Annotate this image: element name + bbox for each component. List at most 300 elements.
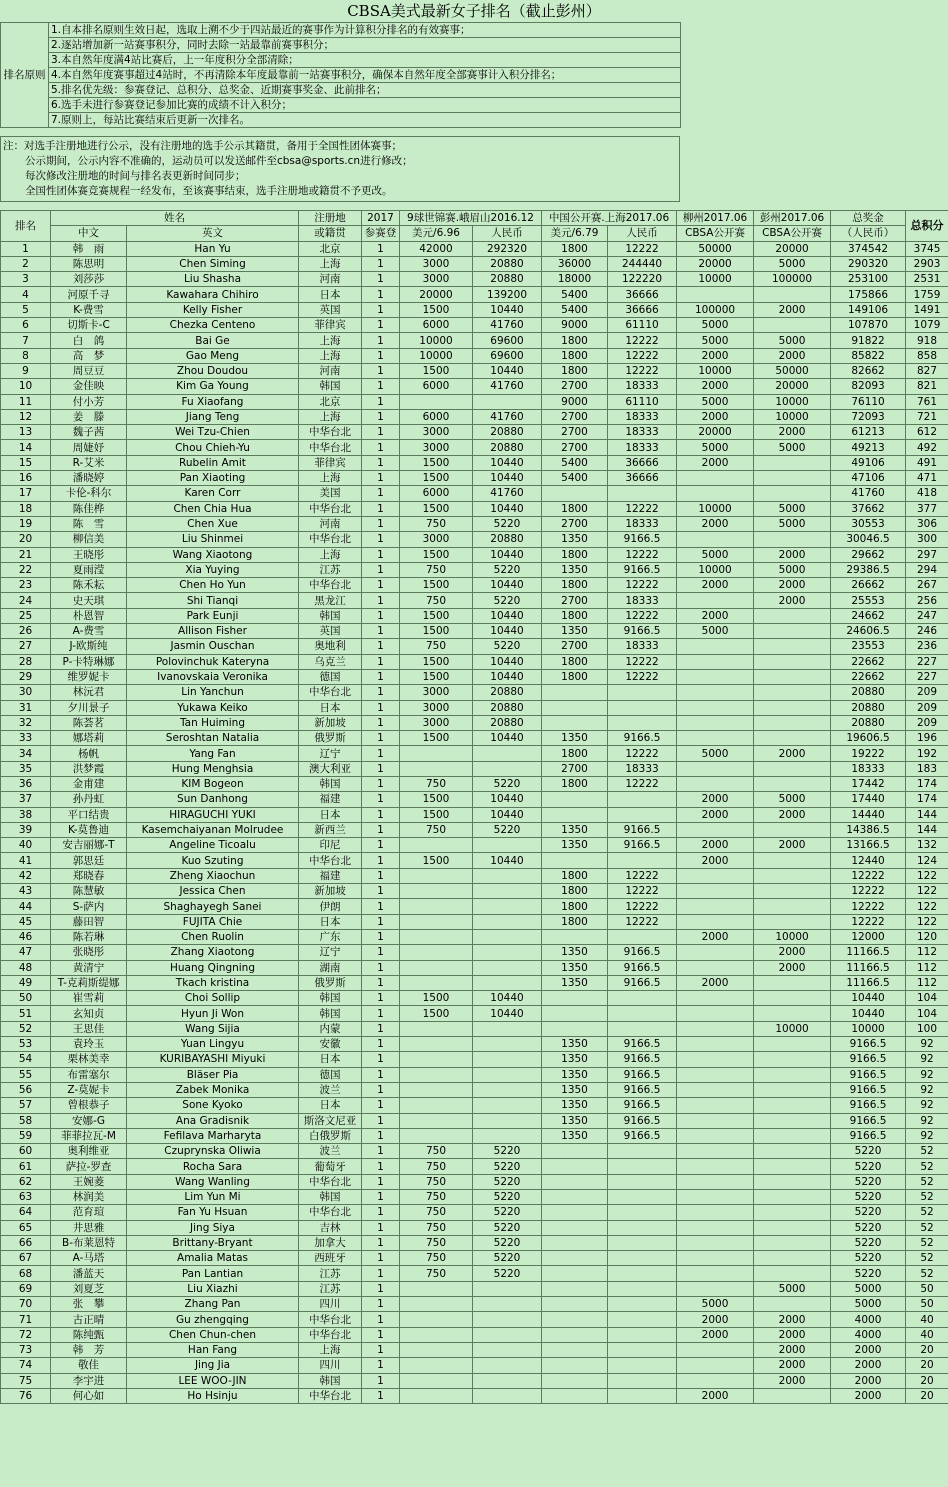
cell-registration: 上海: [299, 1342, 362, 1357]
cell-name-cn: 井思雅: [51, 1220, 127, 1235]
cell-name-cn: 陈禾耘: [51, 578, 127, 593]
cell-total-points: 52: [906, 1190, 948, 1205]
cell-rank: 24: [1, 593, 51, 608]
cell-usd-shanghai: [542, 1190, 608, 1205]
cell-rank: 33: [1, 731, 51, 746]
cell-name-en: Sun Danhong: [127, 792, 299, 807]
cell-name-cn: 陈纯甄: [51, 1327, 127, 1342]
cell-rmb-emeishan: [473, 1021, 542, 1036]
table-row: [1, 624, 948, 639]
cell-rmb-emeishan: [473, 1067, 542, 1082]
note-line: 注：对选手注册地进行公示，没有注册地的选手公示其籍贯，备用于全国性团体赛事；: [3, 140, 402, 152]
cell-usd-emeishan: 750: [400, 516, 473, 531]
cell-usd-shanghai: 1800: [542, 363, 608, 378]
cell-cbsa-liuzhou: [677, 1098, 754, 1113]
cell-name-cn: 夏雨滢: [51, 562, 127, 577]
cell-rmb-emeishan: 10440: [473, 578, 542, 593]
cell-registration: 乌克兰: [299, 654, 362, 669]
cell-cbsa-liuzhou: 20000: [677, 425, 754, 440]
cell-name-en: Wei Tzu-Chien: [127, 425, 299, 440]
cell-cbsa-liuzhou: 2000: [677, 1388, 754, 1403]
cell-rmb-emeishan: 5220: [473, 639, 542, 654]
cell-rmb-emeishan: 10440: [473, 363, 542, 378]
cell-rank: 46: [1, 929, 51, 944]
header-name-cn: 中文: [51, 226, 127, 241]
cell-usd-emeishan: [400, 1113, 473, 1128]
cell-cbsa-pengzhou: [754, 654, 831, 669]
cell-name-cn: 李宇进: [51, 1373, 127, 1388]
cell-name-en: Jing Jia: [127, 1358, 299, 1373]
cell-cbsa-pengzhou: 10000: [754, 929, 831, 944]
cell-rmb-emeishan: 5220: [473, 1144, 542, 1159]
cell-usd-emeishan: [400, 1098, 473, 1113]
cell-registration: 中华台北: [299, 1388, 362, 1403]
cell-name-en: Yang Fan: [127, 746, 299, 761]
cell-registration: 中华台北: [299, 425, 362, 440]
cell-rank: 10: [1, 379, 51, 394]
cell-registration: 辽宁: [299, 945, 362, 960]
cell-cbsa-pengzhou: [754, 669, 831, 684]
cell-entry: 1: [362, 1251, 400, 1266]
cell-registration: 白俄罗斯: [299, 1128, 362, 1143]
cell-name-cn: 金甫建: [51, 776, 127, 791]
cell-registration: 日本: [299, 700, 362, 715]
cell-rmb-emeishan: 20880: [473, 532, 542, 547]
cell-cbsa-pengzhou: 2000: [754, 547, 831, 562]
cell-rank: 62: [1, 1174, 51, 1189]
cell-name-en: Chen Chun-chen: [127, 1327, 299, 1342]
cell-registration: 新加坡: [299, 715, 362, 730]
rule-row: [1, 83, 681, 98]
cell-registration: 英国: [299, 302, 362, 317]
cell-name-en: HIRAGUCHI YUKI: [127, 807, 299, 822]
cell-rmb-emeishan: [473, 1342, 542, 1357]
cell-registration: 四川: [299, 1297, 362, 1312]
cell-usd-shanghai: 5400: [542, 471, 608, 486]
cell-cbsa-pengzhou: [754, 1144, 831, 1159]
cell-total-prize: 14440: [831, 807, 906, 822]
cell-usd-emeishan: [400, 1067, 473, 1082]
cell-cbsa-liuzhou: [677, 1082, 754, 1097]
cell-rank: 21: [1, 547, 51, 562]
cell-name-cn: 何心如: [51, 1388, 127, 1403]
cell-name-cn: 陈荟茗: [51, 715, 127, 730]
cell-usd-shanghai: 1800: [542, 241, 608, 256]
cell-rmb-shanghai: [608, 1327, 677, 1342]
cell-rank: 67: [1, 1251, 51, 1266]
cell-rmb-shanghai: 9166.5: [608, 822, 677, 837]
cell-name-en: Gao Meng: [127, 348, 299, 363]
cell-rmb-emeishan: 5220: [473, 1205, 542, 1220]
cell-entry: 1: [362, 394, 400, 409]
cell-name-en: Karen Corr: [127, 486, 299, 501]
cell-rmb-shanghai: [608, 1174, 677, 1189]
cell-rmb-shanghai: 18333: [608, 639, 677, 654]
cell-total-points: 144: [906, 822, 948, 837]
cell-total-prize: 5220: [831, 1159, 906, 1174]
cell-registration: 韩国: [299, 991, 362, 1006]
cell-entry: 1: [362, 822, 400, 837]
cell-total-prize: 30046.5: [831, 532, 906, 547]
cell-name-cn: J-欧斯纯: [51, 639, 127, 654]
cell-cbsa-liuzhou: [677, 639, 754, 654]
cell-name-cn: 金佳映: [51, 379, 127, 394]
cell-entry: 1: [362, 960, 400, 975]
cell-cbsa-pengzhou: [754, 1037, 831, 1052]
cell-name-cn: 洪梦霞: [51, 761, 127, 776]
cell-usd-shanghai: [542, 1006, 608, 1021]
cell-name-en: Jessica Chen: [127, 884, 299, 899]
cell-registration: 波兰: [299, 1082, 362, 1097]
cell-rank: 25: [1, 608, 51, 623]
cell-total-prize: 4000: [831, 1312, 906, 1327]
cell-cbsa-pengzhou: [754, 455, 831, 470]
cell-name-cn: 陈思明: [51, 256, 127, 271]
cell-usd-emeishan: 1500: [400, 624, 473, 639]
table-row: [1, 868, 948, 883]
cell-total-prize: 2000: [831, 1373, 906, 1388]
cell-usd-emeishan: 750: [400, 1235, 473, 1250]
cell-usd-shanghai: 1350: [542, 1067, 608, 1082]
cell-rmb-shanghai: 9166.5: [608, 562, 677, 577]
cell-usd-shanghai: 5400: [542, 287, 608, 302]
cell-rmb-shanghai: [608, 1006, 677, 1021]
cell-cbsa-liuzhou: 5000: [677, 333, 754, 348]
cell-rank: 5: [1, 302, 51, 317]
cell-total-points: 20: [906, 1388, 948, 1403]
cell-registration: 上海: [299, 348, 362, 363]
cell-total-prize: 12000: [831, 929, 906, 944]
cell-name-en: Chezka Centeno: [127, 318, 299, 333]
cell-cbsa-pengzhou: [754, 853, 831, 868]
cell-rmb-emeishan: 10440: [473, 302, 542, 317]
cell-cbsa-pengzhou: 2000: [754, 425, 831, 440]
cell-registration: 河南: [299, 272, 362, 287]
cell-entry: 1: [362, 1327, 400, 1342]
cell-entry: 1: [362, 1037, 400, 1052]
cell-rmb-emeishan: 10440: [473, 991, 542, 1006]
cell-rank: 55: [1, 1067, 51, 1082]
rule-text: 4.本自然年度赛事超过4站时，不再清除本年度最靠前一站赛事积分，确保本自然年度全部赛事计入积分排名；: [49, 68, 681, 83]
cell-name-en: Yuan Lingyu: [127, 1037, 299, 1052]
cell-total-prize: 9166.5: [831, 1082, 906, 1097]
cell-usd-shanghai: 1350: [542, 1128, 608, 1143]
cell-usd-emeishan: [400, 929, 473, 944]
cell-rmb-shanghai: 18333: [608, 440, 677, 455]
cell-entry: 1: [362, 853, 400, 868]
cell-rmb-shanghai: 12222: [608, 669, 677, 684]
cell-entry: 1: [362, 1281, 400, 1296]
cell-usd-emeishan: 750: [400, 776, 473, 791]
cell-rmb-emeishan: 10440: [473, 501, 542, 516]
cell-registration: 菲律宾: [299, 318, 362, 333]
cell-rmb-emeishan: [473, 1082, 542, 1097]
cell-registration: 伊朗: [299, 899, 362, 914]
cell-registration: 中华台北: [299, 532, 362, 547]
cell-rank: 31: [1, 700, 51, 715]
cell-entry: 1: [362, 1113, 400, 1128]
cell-total-points: 52: [906, 1220, 948, 1235]
cell-total-prize: 12222: [831, 899, 906, 914]
cell-name-cn: Z-莫妮卡: [51, 1082, 127, 1097]
cell-registration: 中华台北: [299, 685, 362, 700]
cell-total-prize: 72093: [831, 409, 906, 424]
cell-total-prize: 5220: [831, 1174, 906, 1189]
cell-usd-shanghai: [542, 700, 608, 715]
cell-cbsa-pengzhou: [754, 318, 831, 333]
cell-total-points: 52: [906, 1251, 948, 1266]
table-row: [1, 991, 948, 1006]
cell-cbsa-liuzhou: 2000: [677, 975, 754, 990]
cell-cbsa-liuzhou: [677, 1373, 754, 1388]
cell-rmb-emeishan: 20880: [473, 685, 542, 700]
cell-total-prize: 2000: [831, 1358, 906, 1373]
cell-cbsa-pengzhou: [754, 639, 831, 654]
cell-total-points: 122: [906, 899, 948, 914]
cell-name-cn: 孙丹虹: [51, 792, 127, 807]
cell-entry: 1: [362, 455, 400, 470]
cell-rank: 14: [1, 440, 51, 455]
cell-total-points: 2903: [906, 256, 948, 271]
cell-name-en: Jasmin Ouschan: [127, 639, 299, 654]
cell-name-cn: 范育瑄: [51, 1205, 127, 1220]
ranking-table: [0, 210, 948, 1404]
cell-rmb-shanghai: [608, 807, 677, 822]
cell-rmb-emeishan: 20880: [473, 256, 542, 271]
cell-cbsa-liuzhou: 10000: [677, 363, 754, 378]
table-row: [1, 256, 948, 271]
cell-usd-emeishan: 1500: [400, 302, 473, 317]
cell-rmb-emeishan: 10440: [473, 853, 542, 868]
cell-name-cn: K-莫鲁迪: [51, 822, 127, 837]
cell-usd-shanghai: [542, 1235, 608, 1250]
cell-name-cn: 安娜-G: [51, 1113, 127, 1128]
table-row: [1, 241, 948, 256]
cell-entry: 1: [362, 899, 400, 914]
cell-name-en: Zhou Doudou: [127, 363, 299, 378]
cell-rank: 40: [1, 838, 51, 853]
cell-usd-shanghai: [542, 1358, 608, 1373]
cell-registration: 四川: [299, 1358, 362, 1373]
cell-rmb-emeishan: [473, 1281, 542, 1296]
cell-name-en: Kasemchaiyanan Molrudee: [127, 822, 299, 837]
cell-entry: 1: [362, 608, 400, 623]
cell-usd-emeishan: [400, 975, 473, 990]
cell-rank: 75: [1, 1373, 51, 1388]
cell-cbsa-pengzhou: 2000: [754, 593, 831, 608]
cell-cbsa-liuzhou: 5000: [677, 746, 754, 761]
cell-total-points: 247: [906, 608, 948, 623]
rule-row: [1, 53, 681, 68]
cell-registration: 中华台北: [299, 1205, 362, 1220]
cell-rmb-emeishan: [473, 899, 542, 914]
cell-rmb-shanghai: [608, 1266, 677, 1281]
cell-usd-emeishan: 1500: [400, 853, 473, 868]
cell-rmb-emeishan: 5220: [473, 593, 542, 608]
cell-usd-emeishan: 750: [400, 822, 473, 837]
cell-rank: 50: [1, 991, 51, 1006]
cell-total-points: 100: [906, 1021, 948, 1036]
cell-total-points: 209: [906, 715, 948, 730]
cell-total-prize: 9166.5: [831, 1052, 906, 1067]
cell-total-prize: 22662: [831, 669, 906, 684]
cell-rmb-shanghai: [608, 1297, 677, 1312]
cell-cbsa-pengzhou: 10000: [754, 409, 831, 424]
cell-rmb-shanghai: 9166.5: [608, 1067, 677, 1082]
cell-name-cn: B-布莱恩特: [51, 1235, 127, 1250]
cell-rank: 49: [1, 975, 51, 990]
cell-usd-shanghai: [542, 991, 608, 1006]
cell-cbsa-pengzhou: 2000: [754, 960, 831, 975]
cell-rmb-shanghai: 12222: [608, 608, 677, 623]
table-row: [1, 1312, 948, 1327]
rule-row: [1, 68, 681, 83]
table-row: [1, 287, 948, 302]
cell-name-cn: 娜塔莉: [51, 731, 127, 746]
cell-rmb-emeishan: 41760: [473, 486, 542, 501]
cell-rmb-emeishan: 5220: [473, 1266, 542, 1281]
cell-cbsa-liuzhou: [677, 685, 754, 700]
cell-rmb-emeishan: 20880: [473, 272, 542, 287]
cell-rmb-emeishan: 20880: [473, 715, 542, 730]
cell-usd-emeishan: 6000: [400, 318, 473, 333]
cell-total-prize: 2000: [831, 1342, 906, 1357]
cell-total-prize: 175866: [831, 287, 906, 302]
cell-name-cn: 安吉丽娜-T: [51, 838, 127, 853]
cell-usd-emeishan: [400, 394, 473, 409]
cell-entry: 1: [362, 624, 400, 639]
cell-entry: 1: [362, 975, 400, 990]
cell-rank: 12: [1, 409, 51, 424]
cell-entry: 1: [362, 501, 400, 516]
cell-name-cn: 付小芳: [51, 394, 127, 409]
cell-name-en: Kuo Szuting: [127, 853, 299, 868]
cell-total-prize: 18333: [831, 761, 906, 776]
cell-total-prize: 12222: [831, 884, 906, 899]
cell-rmb-emeishan: 69600: [473, 348, 542, 363]
cell-rmb-shanghai: 9166.5: [608, 1082, 677, 1097]
cell-usd-emeishan: [400, 1052, 473, 1067]
cell-total-prize: 9166.5: [831, 1098, 906, 1113]
header-origin: 或籍贯: [299, 226, 362, 241]
cell-cbsa-liuzhou: 2000: [677, 853, 754, 868]
cell-usd-emeishan: [400, 1327, 473, 1342]
cell-usd-shanghai: 1800: [542, 868, 608, 883]
cell-total-prize: 19222: [831, 746, 906, 761]
cell-name-cn: 玄知贞: [51, 1006, 127, 1021]
table-row: [1, 1220, 948, 1235]
cell-rmb-emeishan: [473, 960, 542, 975]
cell-registration: 新西兰: [299, 822, 362, 837]
cell-usd-emeishan: 1500: [400, 991, 473, 1006]
cell-total-points: 92: [906, 1037, 948, 1052]
cell-usd-emeishan: [400, 914, 473, 929]
cell-total-points: 227: [906, 669, 948, 684]
cell-rank: 60: [1, 1144, 51, 1159]
cell-usd-shanghai: [542, 929, 608, 944]
cell-name-en: Jing Siya: [127, 1220, 299, 1235]
cell-name-cn: 栗林美幸: [51, 1052, 127, 1067]
cell-rmb-emeishan: 10440: [473, 669, 542, 684]
cell-total-points: 821: [906, 379, 948, 394]
cell-usd-emeishan: 10000: [400, 333, 473, 348]
cell-registration: 俄罗斯: [299, 731, 362, 746]
cell-usd-emeishan: 750: [400, 1266, 473, 1281]
cell-entry: 1: [362, 991, 400, 1006]
cell-cbsa-liuzhou: 2000: [677, 792, 754, 807]
cell-cbsa-liuzhou: 2000: [677, 608, 754, 623]
cell-entry: 1: [362, 669, 400, 684]
cell-usd-shanghai: [542, 1251, 608, 1266]
cell-cbsa-liuzhou: 5000: [677, 624, 754, 639]
cell-total-points: 92: [906, 1113, 948, 1128]
cell-total-prize: 9166.5: [831, 1067, 906, 1082]
cell-registration: 北京: [299, 394, 362, 409]
cell-name-en: Shaghayegh Sanei: [127, 899, 299, 914]
cell-rmb-emeishan: 5220: [473, 1220, 542, 1235]
cell-cbsa-pengzhou: [754, 624, 831, 639]
cell-rmb-shanghai: 9166.5: [608, 1113, 677, 1128]
cell-cbsa-pengzhou: 2000: [754, 302, 831, 317]
cell-usd-emeishan: [400, 1021, 473, 1036]
cell-total-points: 124: [906, 853, 948, 868]
cell-rmb-emeishan: [473, 1358, 542, 1373]
cell-entry: 1: [362, 1082, 400, 1097]
cell-cbsa-pengzhou: [754, 1235, 831, 1250]
cell-cbsa-liuzhou: 2000: [677, 807, 754, 822]
cell-cbsa-pengzhou: [754, 1006, 831, 1021]
cell-total-prize: 290320: [831, 256, 906, 271]
cell-entry: 1: [362, 1266, 400, 1281]
cell-name-en: Han Yu: [127, 241, 299, 256]
cell-rmb-emeishan: [473, 929, 542, 944]
table-row: [1, 501, 948, 516]
cell-cbsa-liuzhou: [677, 471, 754, 486]
cell-name-en: Gu zhengqing: [127, 1312, 299, 1327]
cell-rank: 4: [1, 287, 51, 302]
cell-rank: 16: [1, 471, 51, 486]
cell-usd-emeishan: 1500: [400, 669, 473, 684]
table-row: [1, 333, 948, 348]
cell-total-points: 122: [906, 868, 948, 883]
cell-name-cn: 王晓彤: [51, 547, 127, 562]
cell-rmb-emeishan: 5220: [473, 1235, 542, 1250]
cell-rmb-shanghai: 61110: [608, 394, 677, 409]
cell-rmb-emeishan: 10440: [473, 731, 542, 746]
cell-total-prize: 82093: [831, 379, 906, 394]
cell-cbsa-pengzhou: [754, 868, 831, 883]
cell-cbsa-liuzhou: 2000: [677, 1312, 754, 1327]
cell-cbsa-liuzhou: 10000: [677, 501, 754, 516]
cell-name-cn: A-费雪: [51, 624, 127, 639]
cell-usd-emeishan: 3000: [400, 256, 473, 271]
cell-name-cn: 陈若琳: [51, 929, 127, 944]
cell-cbsa-pengzhou: [754, 1113, 831, 1128]
cell-rank: 35: [1, 761, 51, 776]
cell-cbsa-pengzhou: 2000: [754, 578, 831, 593]
cell-usd-emeishan: [400, 1388, 473, 1403]
header-cbsa-pengzhou: CBSA公开赛: [754, 226, 831, 241]
cell-name-cn: 林润美: [51, 1190, 127, 1205]
cell-cbsa-pengzhou: [754, 715, 831, 730]
cell-cbsa-liuzhou: 2000: [677, 409, 754, 424]
cell-entry: 1: [362, 562, 400, 577]
cell-total-points: 246: [906, 624, 948, 639]
cell-cbsa-pengzhou: 5000: [754, 1281, 831, 1296]
cell-rmb-emeishan: 10440: [473, 455, 542, 470]
cell-cbsa-liuzhou: [677, 486, 754, 501]
cell-cbsa-liuzhou: 10000: [677, 272, 754, 287]
